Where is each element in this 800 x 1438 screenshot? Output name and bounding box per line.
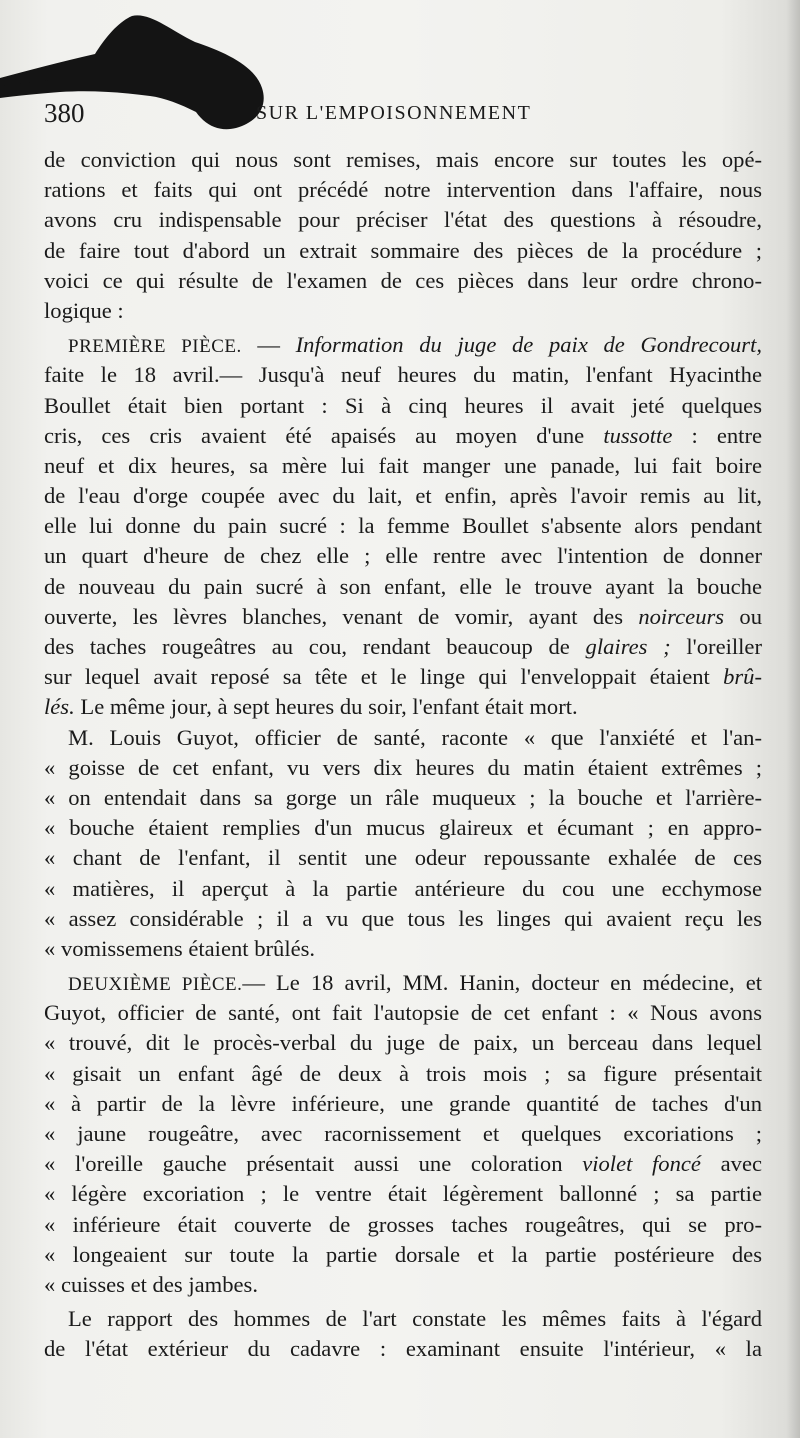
- text-line: « l'oreille gauche présentait aussi une coloration violet foncé avec: [44, 1151, 763, 1177]
- text-line: « inférieure était couverte de grosses taches rougeâtres, qui se pro-: [44, 1211, 762, 1237]
- running-title: SUR L'EMPOISONNEMENT: [256, 102, 532, 124]
- text-line: PREMIÈRE PIÈCE. — Information du juge de paix de Gondrecourt,: [68, 332, 763, 358]
- text-line: avons cru indispensable pour préciser l'état des questions à résoudre,: [44, 207, 762, 233]
- text-line: Boullet était bien portant : Si à cinq heures il avait jeté quelques: [44, 392, 762, 418]
- text-line: lés. Le même jour, à sept heures du soir, l'enfant était mort.: [44, 694, 578, 720]
- text-line: un quart d'heure de chez elle ; elle rentre avec l'intention de donner: [44, 543, 762, 569]
- text-line: faite le 18 avril.— Jusqu'à neuf heures du matin, l'enfant Hyacinthe: [44, 362, 762, 388]
- text-line: de faire tout d'abord un extrait sommaire des pièces de la procédure ;: [44, 237, 762, 263]
- text-line: « bouche étaient remplies d'un mucus glaireux et écumant ; en appro-: [44, 815, 762, 841]
- text-line: « on entendait dans sa gorge un râle muqueux ; la bouche et l'arrière-: [44, 784, 762, 810]
- section-heading: PREMIÈRE PIÈCE.: [68, 336, 242, 358]
- text-line: « assez considérable ; il a vu que tous les linges qui avaient reçu les: [44, 905, 762, 931]
- page-header: [44, 98, 764, 132]
- text-line: logique :: [44, 297, 124, 323]
- text-line: M. Louis Guyot, officier de santé, raconte « que l'anxiété et l'an-: [68, 724, 762, 750]
- body-text: [44, 145, 762, 1365]
- text-line: « longeaient sur toute la partie dorsale et la partie postérieure des: [44, 1241, 762, 1267]
- text-line: cris, ces cris avaient été apaisés au moyen d'une tussotte : entre: [44, 422, 762, 448]
- page-edge-shadow: [786, 0, 800, 1438]
- text-line: ouverte, les lèvres blanches, venant de vomir, ayant des noirceurs ou: [44, 603, 762, 629]
- text-line: sur lequel avait reposé sa tête et le linge qui l'enveloppait étaient brû-: [44, 664, 762, 690]
- text-line: « goisse de cet enfant, vu vers dix heures du matin étaient extrêmes ;: [44, 754, 762, 780]
- text-line: « cuisses et des jambes.: [44, 1271, 258, 1297]
- text-line: des taches rougeâtres au cou, rendant beaucoup de glaires ; l'oreiller: [44, 634, 762, 659]
- text-line: DEUXIÈME PIÈCE.— Le 18 avril, MM. Hanin, docteur en médecine, et: [68, 970, 763, 996]
- text-line: de l'état extérieur du cadavre : examinant ensuite l'intérieur, « la: [44, 1336, 762, 1362]
- section-heading: DEUXIÈME PIÈCE.: [68, 974, 243, 996]
- text-line: neuf et dix heures, sa mère lui fait manger une panade, lui fait boire: [44, 452, 762, 478]
- text-line: « à partir de la lèvre inférieure, une grande quantité de taches d'un: [44, 1090, 762, 1116]
- text-line: Guyot, officier de santé, ont fait l'autopsie de cet enfant : « Nous avons: [44, 1000, 762, 1026]
- text-line: « matières, il aperçut à la partie antérieure du cou une ecchymose: [44, 875, 762, 901]
- text-line: elle lui donne du pain sucré : la femme Boullet s'absente alors pendant: [44, 513, 762, 539]
- text-line: de nouveau du pain sucré à son enfant, elle le trouve ayant la bouche: [44, 573, 762, 599]
- text-line: « gisait un enfant âgé de deux à trois mois ; sa figure présentait: [44, 1060, 762, 1086]
- text-line: rations et faits qui ont précédé notre intervention dans l'affaire, nous: [44, 177, 762, 203]
- text-line: Le rapport des hommes de l'art constate les mêmes faits à l'égard: [68, 1306, 762, 1332]
- page-number: 380: [44, 98, 85, 128]
- text-line: « trouvé, dit le procès-verbal du juge de paix, un berceau dans lequel: [44, 1030, 762, 1056]
- text-line: de l'eau d'orge coupée avec du lait, et enfin, après l'avoir remis au lit,: [44, 483, 762, 509]
- text-line: « jaune rougeâtre, avec racornissement et quelques excoriations ;: [44, 1121, 762, 1146]
- text-line: voici ce qui résulte de l'examen de ces pièces dans leur ordre chrono-: [44, 267, 762, 293]
- text-line: « chant de l'enfant, il sentit une odeur repoussante exhalée de ces: [44, 845, 762, 871]
- text-line: « vomissemens étaient brûlés.: [44, 935, 316, 961]
- text-line: de conviction qui nous sont remises, mais encore sur toutes les opé-: [44, 147, 762, 172]
- text-line: « légère excoriation ; le ventre était légèrement ballonné ; sa partie: [44, 1181, 762, 1207]
